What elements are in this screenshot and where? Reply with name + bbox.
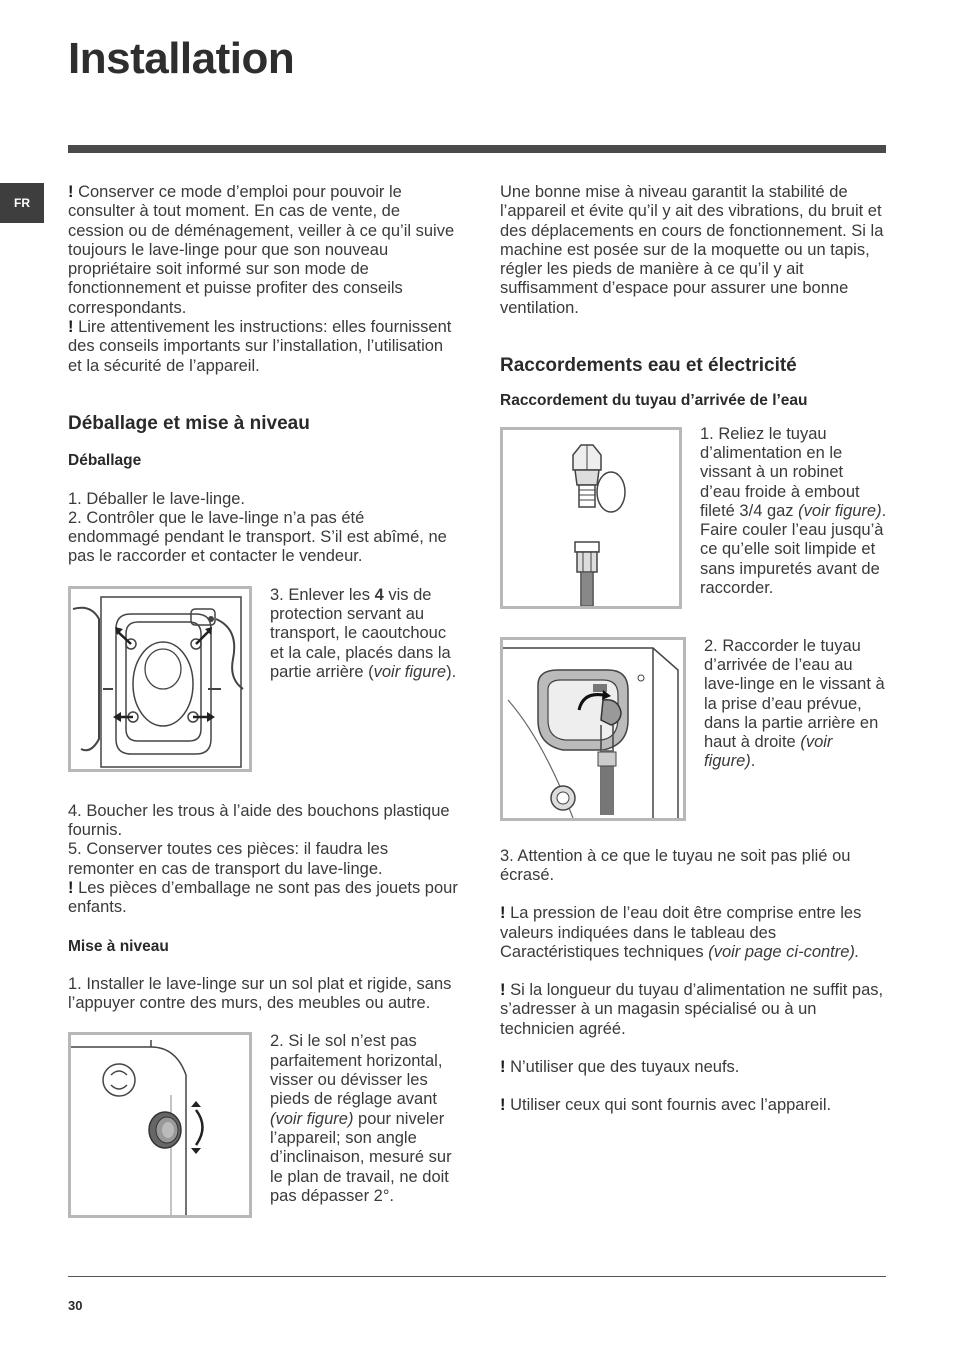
leveling-foot-figure <box>68 1032 252 1218</box>
intro-paragraph-1: ! Conserver ce mode d’emploi pour pouvoir le consulter à tout moment. En cas de vente, de cession ou de déménagement, veiller à ce qu’il suive toujours le lave-linge pour que son nouveau propriétaire soit informé sur son mode de fonctionnement et puisse profiter des conseils correspondants. <box>68 183 455 317</box>
tap-hose-figure <box>500 427 682 609</box>
subtitle-deballage: Déballage <box>68 452 142 470</box>
deballage-step-4: 4. Boucher les trous à l’aide des bouchons plastique fournis. <box>68 801 450 840</box>
leveling-figure-row <box>68 1032 458 1218</box>
rear-panel-figure <box>68 586 252 772</box>
niveau-step-1: 1. Installer le lave-linge sur un sol plat et rigide, sans l’appuyer contre des murs, des meubles ou autre. <box>68 974 452 1013</box>
deballage-step-1: 1. Déballer le lave-linge. <box>68 489 246 508</box>
deballage-step-3: 3. Enlever les 4 vis de protection servant au transport, le caoutchouc et la cale, placés dans la partie arrière (voir figure). <box>270 585 457 681</box>
page-title: Installation <box>68 34 295 83</box>
raccord-step-3: 3. Attention à ce que le tuyau ne soit pas plié ou écrasé. <box>500 846 851 884</box>
rear-panel-figure-row <box>68 586 458 772</box>
raccord-step-1: 1. Reliez le tuyau d’alimentation en le vissant à un robinet d’eau froide à embout fileté 3/4 gaz (voir figure). <box>700 424 887 520</box>
rear-panel-illustration-icon <box>71 589 249 769</box>
leveling-foot-illustration-icon <box>71 1035 249 1215</box>
tap-figure-row <box>500 424 888 609</box>
supplied-hoses-warning: ! Utiliser ceux qui sont fournis avec l’appareil. <box>500 1096 832 1115</box>
raccord-step-2: 2. Raccorder le tuyau d’arrivée de l’eau au lave-linge en le vissant à la prise d’eau prévue, dans la partie arrière en haut à droite (voir figure). <box>704 636 885 771</box>
tap-hose-illustration-icon <box>503 430 679 606</box>
inlet-connection-figure <box>500 637 686 821</box>
deballage-warning: ! Les pièces d’emballage ne sont pas des jouets pour enfants. <box>68 878 458 917</box>
inlet-connection-illustration-icon <box>503 640 683 818</box>
language-tab: FR <box>0 183 44 223</box>
niveau-step-2: 2. Si le sol n’est pas parfaitement horizontal, visser ou dévisser les pieds de réglage avant (voir figure) pour niveler l’appareil; son angle d’inclinaison, mesuré sur le plan de travail, ne doit pas dépasser 2°. <box>270 1032 452 1205</box>
intro-paragraph-2: ! Lire attentivement les instructions: elles fournissent des conseils importants sur l’installation, l’utilisation et la sécurité de l’appareil. <box>68 318 452 375</box>
new-hoses-warning: ! N’utiliser que des tuyaux neufs. <box>500 1058 740 1077</box>
deballage-step-2: 2. Contrôler que le lave-linge n’a pas été endommagé pendant le transport. S’il est abîmé, ne pas le raccorder et contacter le vendeur. <box>68 508 447 566</box>
pressure-warning: ! La pression de l’eau doit être comprise entre les valeurs indiquées dans le tableau des Caractéristiques techniques (voir page ci-contre). <box>500 904 862 961</box>
hose-length-warning: ! Si la longueur du tuyau d’alimentation ne suffit pas, s’adresser à un magasin spécialisé ou à un technicien agréé. <box>500 981 884 1038</box>
section-title-raccordements: Raccordements eau et électricité <box>500 355 797 377</box>
leveling-intro: Une bonne mise à niveau garantit la stabilité de l’appareil et évite qu’il y ait des vibrations, du bruit et des déplacements en cours de fonctionnement. Si la machine est posée sur de la moquette ou un tapis, régler les pieds de manière à ce qu’il y ait suffisamment d’espace pour assurer une bonne ventilation. <box>500 183 884 317</box>
subtitle-tuyau-arrivee: Raccordement du tuyau d’arrivée de l’eau <box>500 392 808 410</box>
page-number: 30 <box>68 1298 83 1313</box>
deballage-step-5: 5. Conserver toutes ces pièces: il faudra les remonter en cas de transport du lave-linge. <box>68 840 389 878</box>
section-title-deballage: Déballage et mise à niveau <box>68 412 310 434</box>
right-column <box>500 183 888 1116</box>
footer-rule <box>68 1276 886 1277</box>
subtitle-mise-a-niveau: Mise à niveau <box>68 937 169 955</box>
raccord-step-1-note: Faire couler l’eau jusqu’à ce qu’elle soit limpide et sans impuretés avant de raccorder. <box>700 521 884 598</box>
inlet-figure-row <box>500 637 888 821</box>
title-rule <box>68 145 886 153</box>
left-column <box>68 183 458 1218</box>
